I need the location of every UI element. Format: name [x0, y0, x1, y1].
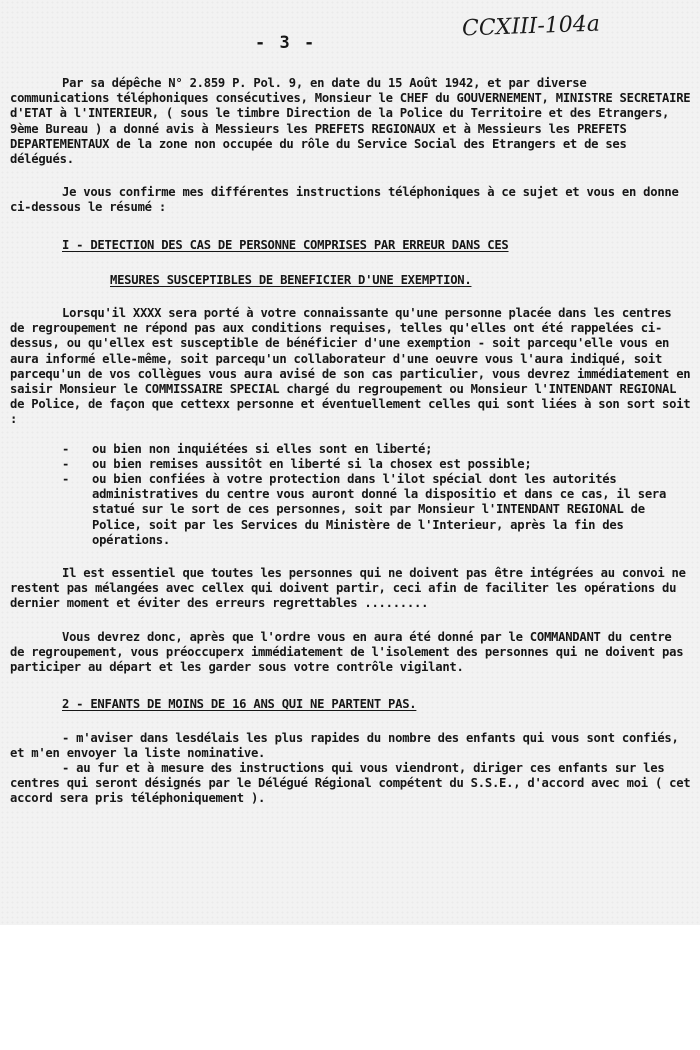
list-item-text: ou bien remises aussitôt en liberté si la chosex est possible; [92, 456, 532, 471]
section-1-bullet-list [10, 442, 692, 548]
section-2-item-2: - au fur et à mesure des instructions qui vous viendront, diriger ces enfants sur les centres qui seront désignés par le Délégué Régional compétent du S.S.E., d'accord avec moi ( cet accord sera pris téléphoniquement ). [10, 760, 691, 806]
section-1-paragraph-2: Il est essentiel que toutes les personnes qui ne doivent pas être intégrées au convoi ne restent pas mélangées avec cellex qui doivent partir, ceci afin de faciliter les opérations du dernier moment et éviter des erreurs regrettables ......... [10, 566, 686, 611]
section-1-heading-line-2: MESURES SUSCEPTIBLES DE BENEFICIER D'UNE EXEMPTION. [110, 272, 472, 287]
section-1-heading-line-1: I - DETECTION DES CAS DE PERSONNE COMPRISES PAR ERREUR DANS CES [62, 237, 509, 252]
intro-paragraph-2: Je vous confirme mes différentes instructions téléphoniques à ce sujet et vous en donne ci-dessous le résumé : [10, 185, 679, 215]
handwritten-archive-reference: CCXIII-104a [461, 11, 601, 42]
section-2-item-1: - m'aviser dans lesdélais les plus rapides du nombre des enfants qui vous sont confiés, et m'en envoyer la liste nominative. [10, 730, 679, 760]
list-item-text: ou bien confiées à votre protection dans l'ilot spécial dont les autorités administratives du centre vous auront donné la dispositio et dans ce cas, il sera statué sur le sort de ces personnes, soit par Monsieur l'INTENDANT REGIONAL de Police, soit par les Services du Ministère de l'Interieur, après la fin des opérations. [92, 472, 667, 547]
list-item [10, 472, 692, 548]
section-2-heading: 2 - ENFANTS DE MOINS DE 16 ANS QUI NE PARTENT PAS. [62, 697, 417, 712]
list-item [10, 442, 692, 457]
document-body [10, 76, 692, 807]
list-item [10, 457, 692, 472]
list-item-text: ou bien non inquiétées si elles sont en liberté; [92, 441, 433, 456]
page-number: - 3 - [255, 33, 317, 53]
intro-paragraph-1: Par sa dépêche N° 2.859 P. Pol. 9, en date du 15 Août 1942, et par diverse communications téléphoniques consécutives, Monsieur le CHEF du GOUVERNEMENT, MINISTRE SECRETAIRE d'ETAT à l'INTERIEUR, ( sous le timbre Direction de la Police du Territoire et des Etrangers, 9ème Bureau ) a donné avis à Messieurs les PREFETS REGIONAUX et à Messieurs les PREFETS DEPARTEMENTAUX de la zone non occupée du rôle du Service Social des Etrangers et de ses délégués. [10, 76, 691, 167]
section-1-paragraph-1: Lorsqu'il XXXX sera porté à votre connaissante qu'une personne placée dans les centres de regroupement ne répond pas aux conditions requises, telles qu'elles ont été rappelées ci-dessus, ou qu'ellex est susceptible de bénéficier d'une exemption - soit parcequ'elle vous en aura informé elle-même, soit parcequ'un collaborateur d'une oeuvre vous l'aura indiqué, soit parcequ'un de vos collègues vous aura avisé de son cas particulier, vous devrez immédiatement en saisir Monsieur le COMMISSAIRE SPECIAL chargé du regroupement ou Monsieur l'INTENDANT REGIONAL de Police, de façon que cettexx personne et éventuellement celles qui sont liées à son sort soit : [10, 306, 691, 427]
section-1-paragraph-3: Vous devrez donc, après que l'ordre vous en aura été donné par le COMMANDANT du centre de regroupement, vous préoccuperx immédiatement de l'isolement des personnes qui ne doivent pas participer au départ et les garder sous votre contrôle vigilant. [10, 629, 684, 675]
